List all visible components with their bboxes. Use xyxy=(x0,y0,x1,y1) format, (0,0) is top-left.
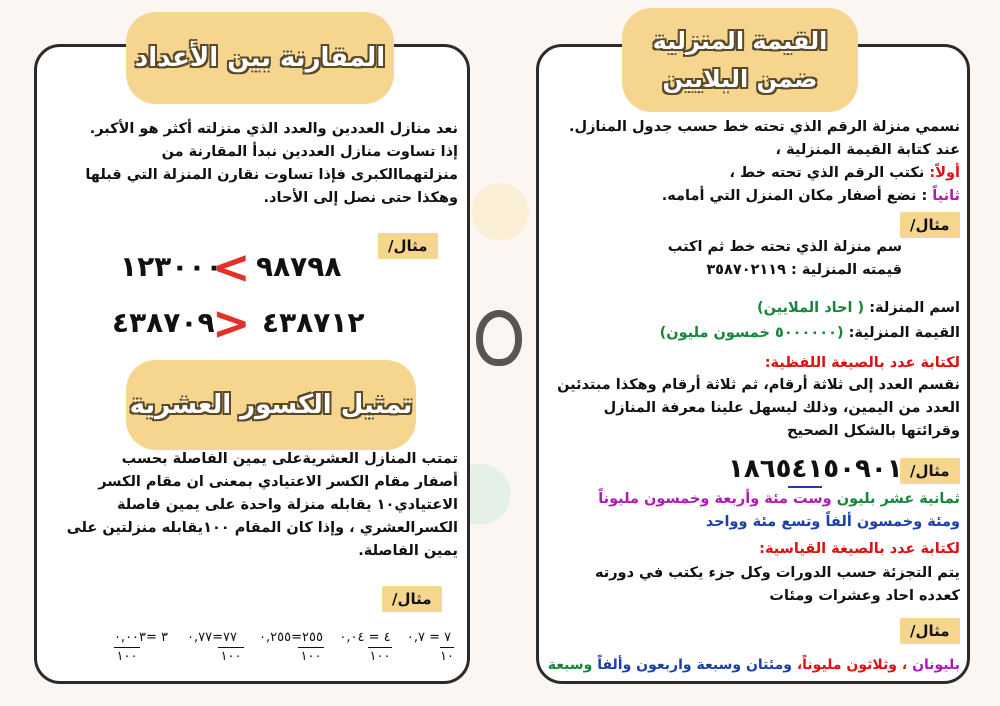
place-value-line: القيمة المنزلية: (٥٠٠٠٠٠٠ خمسون مليون) xyxy=(659,325,960,341)
example2-number: ١٨٦٥٤١٥٠٩٠١ xyxy=(728,454,903,484)
decimals-title: تمثيل الكسور العشرية xyxy=(129,390,413,420)
comparison-paragraph: نعد منازل العددين والعدد الذي منزلته أكثر هو الأكبر. إذا تساوت منازل العددين نبدأ المقارنة من منزلتهماالكبرى فإذا تساوت نقارن المنزلة التي قبلها وهكذا حتى نصل إلى الأحاد. xyxy=(85,121,458,206)
comparison-row2-right: ٤٣٨٧١٢ xyxy=(262,306,365,339)
verbal-form-heading: لكتابة عدد بالصيغة اللفظية: xyxy=(764,355,960,371)
comparison-row1-right: ٩٨٧٩٨ xyxy=(256,250,342,283)
example3-words: بليونان ، وثلاثون مليوناً، ومئتان وسبعة واربعون وألفاً وسبعة xyxy=(547,657,960,673)
greater-than-symbol: > xyxy=(212,296,251,350)
decimals-paragraph: تمتب المنازل العشريةعلى يمين الفاصلة بحسب أصفار مقام الكسر الاعتيادي بمعنى ان مقام الكسر الاعتيادي١٠ يقابله منزلة واحدة على يمين فاصلة الكسرالعشري ، وإذا كان المقام ١٠٠يقابله منزلتين على يمين الفاصلة. xyxy=(66,451,458,559)
verbal-form-text: نقسم العدد إلى ثلاثة أرقام، ثم ثلاثة أرقام وهكذا مبتدئين العدد من اليمين، وذلك ليسهل علينا معرفة المنازل وقرائتها بالشكل الصحيح xyxy=(557,377,960,439)
fraction-5: ٣ =٠,٠٠٣ ١٠٠ xyxy=(113,630,169,664)
fraction-4: ٧٧=٠,٧٧ ١٠٠ xyxy=(176,630,248,664)
place-value-title-line2: ضمن البلايين xyxy=(662,65,818,93)
example-answer xyxy=(600,296,960,346)
place-value-title-banner xyxy=(622,8,858,112)
example-label-2: مثال/ xyxy=(900,458,960,484)
fraction-3: ٢٥٥=٠,٢٥٥ ١٠٠ xyxy=(259,630,323,664)
place-value-title-line1: القيمة المنزلية xyxy=(652,27,828,55)
decimals-example-label: مثال/ xyxy=(382,586,442,612)
fraction-2: ٤ = ٠,٠٤ ١٠٠ xyxy=(339,630,391,664)
first-step: أولاً: نكتب الرقم الذي تحته خط ، xyxy=(729,165,960,181)
fraction-1: ٧ = ٠,٧ ١٠ xyxy=(406,630,454,664)
place-value-intro: نسمي منزلة الرقم الذي تحته خط حسب جدول المنازل. عند كتابة القيمة المنزلية ، أولاً: نكتب الرقم الذي تحته خط ، ثانياً : نضع أصفار مكان المنزل التي أمامه. xyxy=(546,116,960,208)
page-number-five-shape xyxy=(476,310,522,366)
standard-form-text: يتم التجزئة حسب الدورات وكل جزء يكتب في دورته كعدده احاد وعشرات ومئات xyxy=(594,565,960,604)
comparison-row1-left: ١٢٣٠٠٠ xyxy=(120,250,223,283)
decimals-title-banner xyxy=(126,360,416,450)
standard-form-heading: لكتابة عدد بالصيغة القياسية: xyxy=(759,541,960,557)
comparison-title-banner xyxy=(126,12,394,104)
example-label-1: مثال/ xyxy=(900,212,960,238)
comparison-example-label: مثال/ xyxy=(378,233,438,259)
comparison-row2-left: ٤٣٨٧٠٩ xyxy=(112,306,215,339)
less-than-symbol: < xyxy=(212,240,251,294)
place-name-line: اسم المنزلة: ( احاد الملايين) xyxy=(756,300,960,316)
example2-words: ثمانية عشر بليون وست مئة وأربعة وخمسون مليوناً ومئة وخمسون ألفاً وتسع مئة وواحد xyxy=(598,491,960,530)
example-label-3: مثال/ xyxy=(900,618,960,644)
comparison-title: المقارنة بين الأعداد xyxy=(134,43,386,73)
example-task: سم منزلة الذي تحته خط ثم اكتب قيمته المنزلية : ٣٥٨٧٠٢١١٩ xyxy=(667,239,902,278)
second-step: ثانياً : نضع أصفار مكان المنزل التي أمامه. xyxy=(661,188,960,204)
